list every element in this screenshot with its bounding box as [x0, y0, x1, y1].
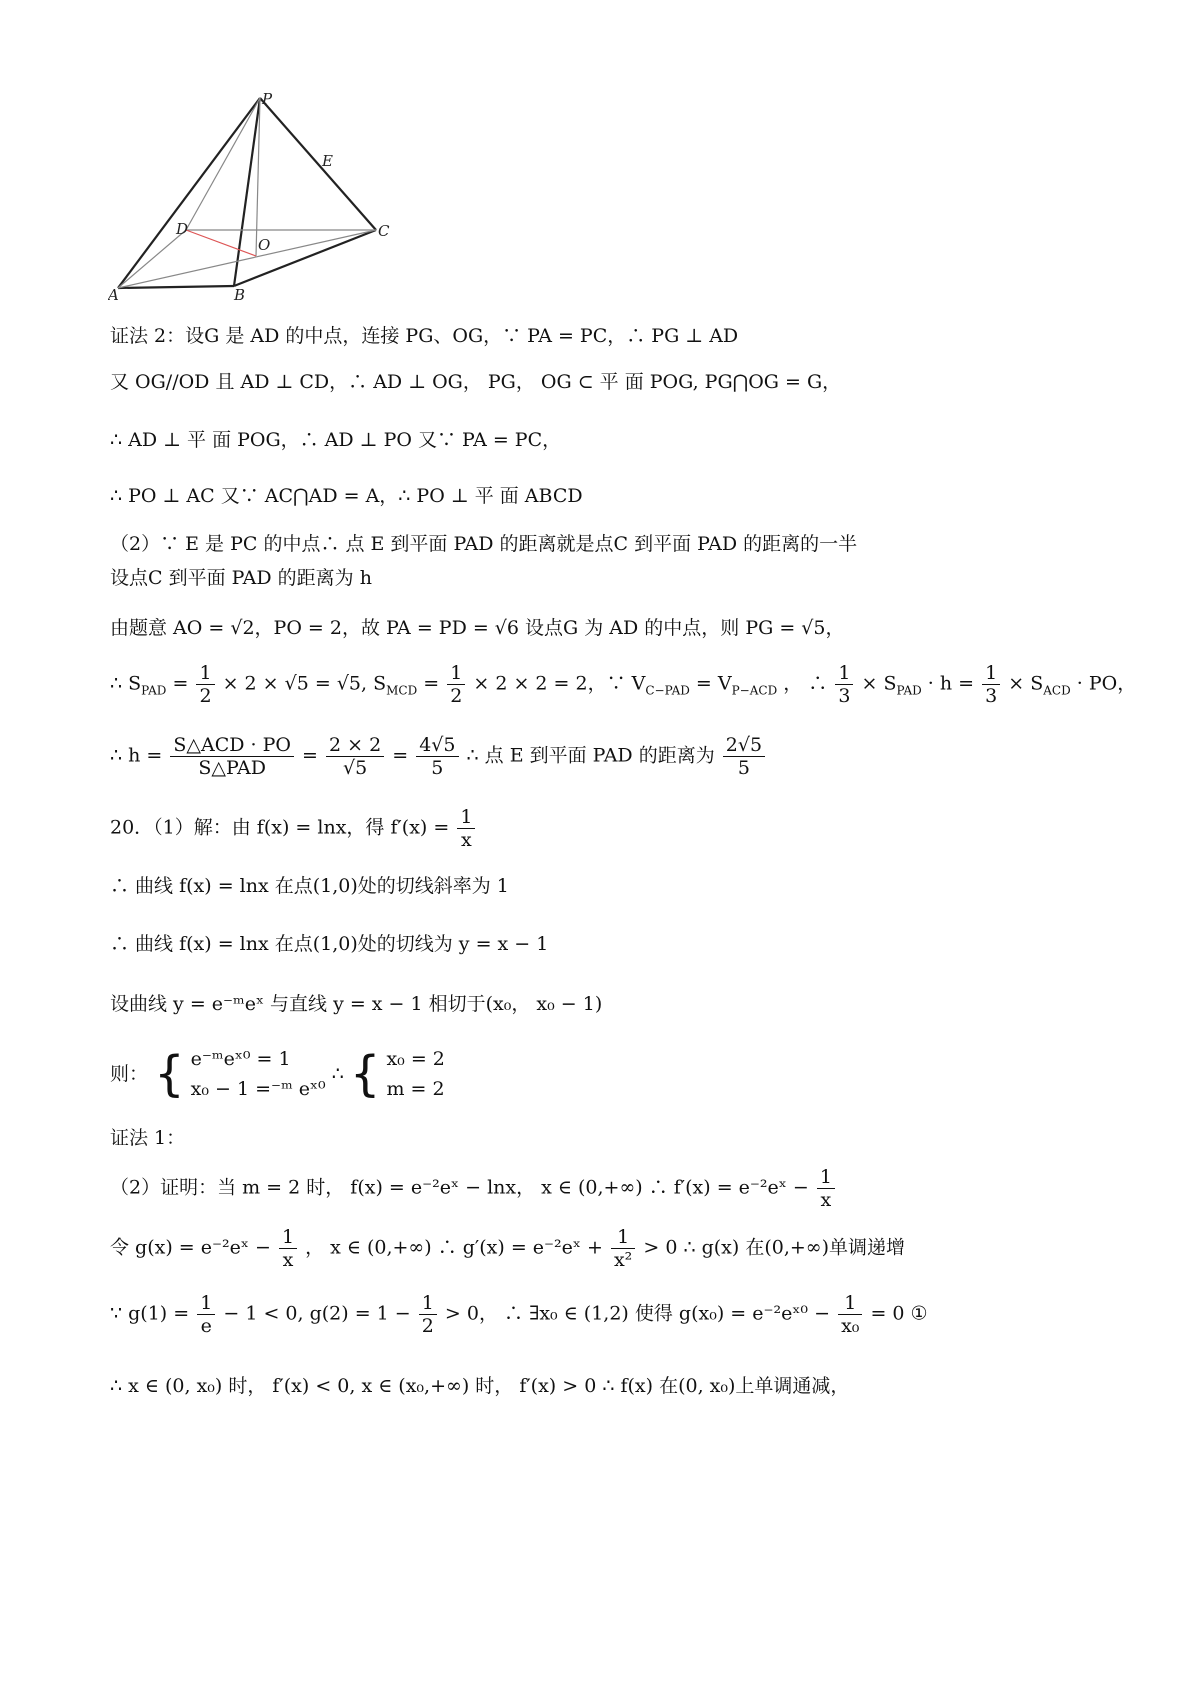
proof-line: 设点C 到平面 PAD 的距离为 h: [110, 567, 372, 589]
edge-bc: [234, 230, 376, 286]
fraction: $\frac{1}{x}$: [279, 1226, 297, 1271]
label-d: D: [176, 220, 189, 238]
proof-line: 证法 2：设G 是 AD 的中点，连接 PG、OG，∵ PA = PC，∴ PG ⊥ AD: [110, 325, 739, 347]
fraction: $\frac{1}{2}$: [419, 1292, 437, 1337]
proof-line: ∴ AD ⊥ 平 面 POG，∴ AD ⊥ PO 又∵ PA = PC，: [110, 429, 562, 451]
proof-line: ∴ 曲线 f(x) = lnx 在点(1,0)处的切线为 y = x − 1: [110, 933, 549, 955]
fraction: $\frac{1}{e}$: [197, 1292, 215, 1337]
area-volume-line: ∴ $S_{PAD}$ = $\frac{1}{2}$ × 2 × √5 = √5, $S_{MCD}$ = $\frac{1}{2}$ × 2 × 2 = 2，∵ $V_{C-PAD} = V_{P-ACD}$ ， ∴ $\frac{1}{3}$ × $S_{PAD} \cdot h$ = $\frac{1}{3}$ × $S_{ACD}$ · PO，: [110, 662, 1137, 707]
proof-line: ∴ 曲线 f(x) = lnx 在点(1,0)处的切线斜率为 1: [110, 875, 509, 897]
proof-line: 令 g(x) = e⁻²eˣ − $\frac{1}{x}$ ， x ∈ (0,+∞) ∴ g′(x) = e⁻²eˣ + $\frac{1}{\text{x²}}$ > 0 ∴ g(x) 在(0,+∞)单调递增: [110, 1226, 906, 1271]
fraction: $\frac{2√5}{5}$: [723, 734, 765, 779]
proof-line: （2）证明：当 m = 2 时， f(x) = e⁻²eˣ − lnx， x ∈ (0,+∞) ∴ f′(x) = e⁻²eˣ − $\frac{1}{x}$: [110, 1166, 837, 1211]
label-e: E: [322, 152, 333, 170]
proof-line: 又 OG//OD 且 AD ⊥ CD，∴ AD ⊥ OG， PG， OG ⊂ 平 面 POG, PG⋂OG = G，: [110, 371, 842, 393]
problem-20-line: 20．（1）解：由 f(x) = lnx，得 f′(x) = $\frac{1}{x}$: [110, 806, 477, 851]
proof-line: 设曲线 y = e⁻ᵐeˣ 与直线 y = x − 1 相切于(x₀， x₀ − 1): [110, 993, 603, 1015]
distance-line: ∴ h = $\frac{\text{S△ACD · PO}}{\text{S△PAD}}$ = $\frac{2 \times 2}{√5}$ = $\frac{4√5}{5}$ ∴ 点 E 到平面 PAD 的距离为 $\frac{2√5}{5}$: [110, 734, 767, 779]
fraction: $\frac{\text{S△ACD · PO}}{\text{S△PAD}}$: [170, 734, 294, 779]
label-p: P: [262, 90, 273, 108]
label-o: O: [258, 236, 271, 254]
left-brace: {: [154, 1046, 185, 1102]
fraction: $\frac{1}{3}$: [835, 662, 853, 707]
proof-line: ∴ PO ⊥ AC 又∵ AC⋂AD = A，∴ PO ⊥ 平 面 ABCD: [110, 485, 583, 507]
fraction: $\frac{1}{2}$: [447, 662, 465, 707]
fraction: $\frac{1}{2}$: [196, 662, 214, 707]
proof-line: ∴ x ∈ (0, x₀) 时， f′(x) < 0, x ∈ (x₀,+∞) 时， f′(x) > 0 ∴ f(x) 在(0, x₀)上单调通减，: [110, 1375, 850, 1397]
edge-pd: [186, 98, 260, 230]
edge-ab: [118, 286, 234, 288]
proof-line: （2）∵ E 是 PC 的中点∴ 点 E 到平面 PAD 的距离就是点C 到平面 PAD 的距离的一半: [110, 533, 858, 555]
label-c: C: [378, 222, 390, 240]
pyramid-figure: [108, 88, 428, 338]
fraction: $\frac{1}{\text{x²}}$: [611, 1226, 635, 1271]
left-brace: {: [349, 1046, 381, 1102]
proof-line: 证法 1：: [110, 1127, 186, 1149]
fraction: $\frac{2 \times 2}{√5}$: [326, 734, 384, 779]
fraction: $\frac{1}{3}$: [982, 662, 1000, 707]
segment-do: [186, 230, 256, 256]
proof-line: ∵ g(1) = $\frac{1}{e}$ − 1 < 0, g(2) = 1 − $\frac{1}{2}$ > 0， ∴ ∃x₀ ∈ (1,2) 使得 g(x₀) = e⁻²eˣ⁰ − $\frac{1}{\text{x₀}}$ = 0 ①: [110, 1292, 928, 1337]
edge-pc: [260, 98, 376, 230]
edge-ac: [118, 230, 376, 288]
fraction: $\frac{4√5}{5}$: [416, 734, 458, 779]
edge-ad: [118, 230, 186, 288]
fraction: $\frac{1}{x}$: [457, 806, 475, 851]
fraction: $\frac{1}{\text{x₀}}$: [838, 1292, 862, 1337]
system-line: 则： { e⁻ᵐeˣ⁰ = 1 x₀ − 1 =⁻ᵐ eˣ⁰ ∴ { x₀ = 2 m = 2: [110, 1046, 445, 1102]
fraction: $\frac{1}{x}$: [817, 1166, 835, 1211]
label-a: A: [108, 286, 119, 304]
label-b: B: [234, 286, 246, 304]
proof-line: 由题意 AO = √2，PO = 2，故 PA = PD = √6 设点G 为 AD 的中点，则 PG = √5，: [110, 617, 845, 639]
